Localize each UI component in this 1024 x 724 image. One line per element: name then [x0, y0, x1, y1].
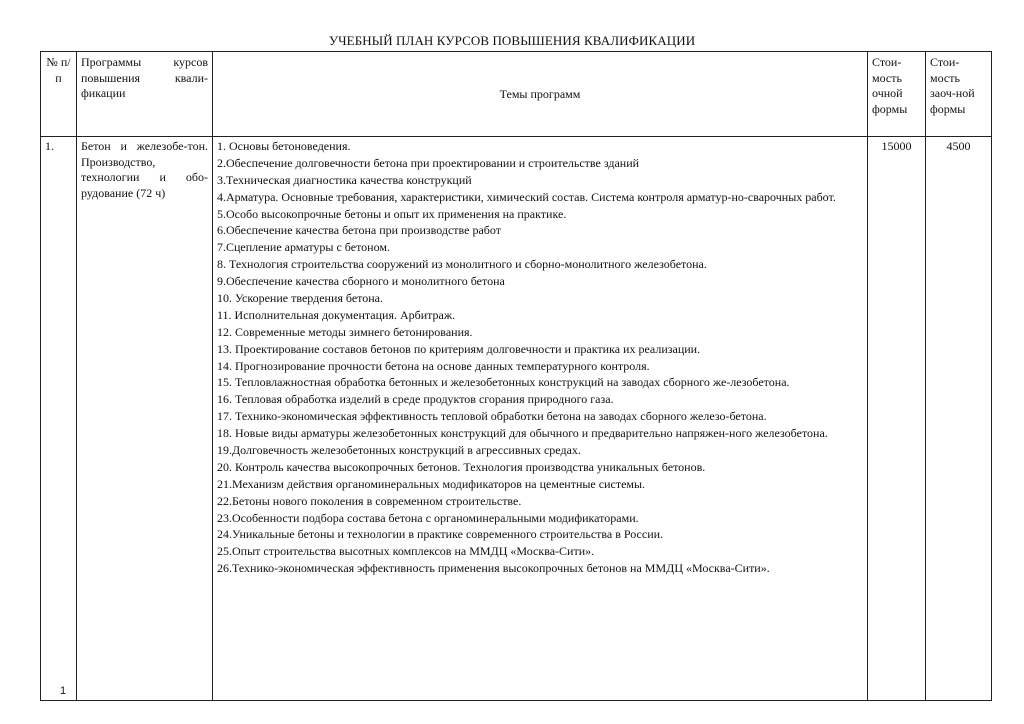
table-row [41, 137, 992, 701]
topic-item: 8. Технология строительства сооружений из монолитного и сборно-монолитного железобетона. [217, 257, 707, 272]
program-name: Бетон и железобе-тон. Производство, технологии и обо-рудование (72 ч) [77, 137, 213, 701]
header-number: № п/п [41, 52, 77, 137]
table-header-row [41, 52, 992, 137]
topic-item: 15. Тепловлажностная обработка бетонных и железобетонных конструкций на заводах сборного же-лезобетона. [217, 375, 790, 390]
cost-parttime: 4500 [926, 137, 992, 701]
topic-item: 12. Современные методы зимнего бетонирования. [217, 324, 473, 339]
header-program: Программы курсов повышения квали-фикации [77, 52, 213, 137]
topic-item: 13. Проектирование составов бетонов по критериям долговечности и практика их реализации. [217, 341, 701, 356]
topic-item: 25.Опыт строительства высотных комплексов на ММДЦ «Москва-Сити». [217, 544, 595, 559]
topic-item: 3.Техническая диагностика качества конструкций [217, 172, 472, 187]
topics-cell [213, 137, 868, 701]
row-number: 1. [41, 137, 77, 701]
topic-item: 7.Сцепление арматуры с бетоном. [217, 240, 390, 255]
topic-item: 23.Особенности подбора состава бетона с органоминеральными модификаторами. [217, 510, 639, 525]
topic-item: 2.Обеспечение долговечности бетона при проектировании и строительстве зданий [217, 155, 640, 170]
header-cost-fulltime: Стои-мость очной формы [868, 52, 926, 137]
header-cost-parttime: Стои-мость заоч-ной формы [926, 52, 992, 137]
cost-fulltime: 15000 [868, 137, 926, 701]
topic-item: 26.Технико-экономическая эффективность применения высокопрочных бетонов на ММДЦ «Москва-Сити». [217, 561, 770, 576]
topic-item: 6.Обеспечение качества бетона при производстве работ [217, 223, 501, 238]
page-number: 1 [60, 685, 67, 697]
topic-item: 19.Долговечность железобетонных конструкций в агрессивных средах. [217, 443, 581, 458]
header-topics: Темы программ [213, 52, 868, 137]
topic-item: 20. Контроль качества высокопрочных бетонов. Технология производства уникальных бетонов. [217, 459, 706, 474]
topic-item: 22.Бетоны нового поколения в современном строительстве. [217, 493, 522, 508]
document-title: УЧЕБНЫЙ ПЛАН КУРСОВ ПОВЫШЕНИЯ КВАЛИФИКАЦИИ [328, 33, 696, 48]
topic-item: 17. Технико-экономическая эффективность тепловой обработки бетона на заводах сборного железо-бетона. [217, 409, 767, 424]
topic-item: 24.Уникальные бетоны и технологии в практике современного строительства в России. [217, 527, 664, 542]
topic-item: 10. Ускорение твердения бетона. [217, 291, 384, 306]
topic-item: 11. Исполнительная документация. Арбитраж. [217, 307, 456, 322]
topic-item: 16. Тепловая обработка изделий в среде продуктов сгорания природного газа. [217, 392, 614, 407]
topic-item: 1. Основы бетоноведения. [217, 139, 351, 153]
curriculum-table [40, 51, 992, 701]
topic-list [217, 139, 863, 577]
topic-item: 4.Арматура. Основные требования, характеристики, химический состав. Система контроля арматур-но-сварочных работ. [217, 189, 836, 204]
topic-item: 5.Особо высокопрочные бетоны и опыт их применения на практике. [217, 206, 567, 221]
topic-item: 14. Прогнозирование прочности бетона на основе данных температурного контроля. [217, 358, 650, 373]
topic-item: 9.Обеспечение качества сборного и монолитного бетона [217, 274, 505, 289]
topic-item: 18. Новые виды арматуры железобетонных конструкций для обычного и предварительно напряжен-ного железобетона. [217, 426, 828, 441]
topic-item: 21.Механизм действия органоминеральных модификаторов на цементные системы. [217, 476, 646, 491]
